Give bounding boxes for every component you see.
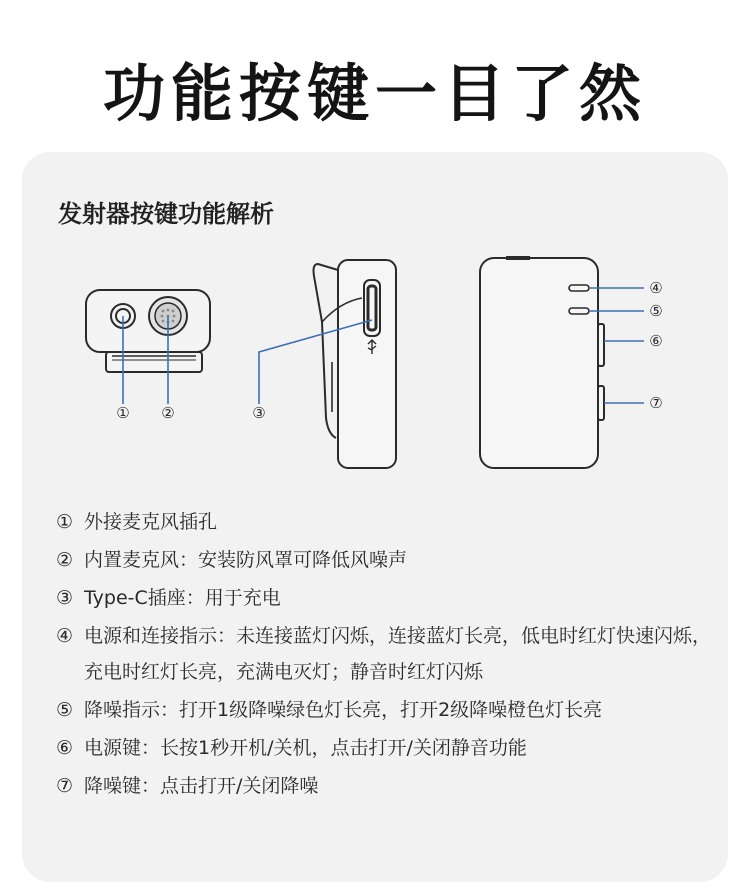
callout-4: ④: [649, 279, 663, 297]
item-text: 降噪键：点击打开/关闭降噪: [84, 775, 319, 797]
panel-title: 发射器按键功能解析: [58, 200, 274, 228]
item-text: 降噪指示：打开1级降噪绿色灯长亮，打开2级降噪橙色灯长亮: [84, 699, 603, 721]
item-text: 电源和连接指示：未连接蓝灯闪烁，连接蓝灯长亮，低电时红灯快速闪烁，充电时红灯长亮，充满电灭灯；静音时红灯闪烁: [84, 625, 712, 683]
item-text: Type-C插座：用于充电: [84, 587, 281, 609]
list-item: [56, 692, 716, 728]
list-item: [56, 768, 716, 804]
feature-panel: [22, 152, 728, 882]
side-view-device: [314, 260, 397, 468]
callout-3: ③: [252, 404, 266, 422]
list-item: [56, 580, 716, 616]
item-number: ②: [56, 549, 74, 571]
item-number: ⑦: [56, 775, 74, 797]
item-number: ⑤: [56, 699, 74, 721]
item-text: 电源键：长按1秒开机/关机，点击打开/关闭静音功能: [84, 737, 527, 759]
list-item: [56, 618, 716, 690]
front-view-device: [480, 258, 604, 468]
list-item: [56, 730, 716, 766]
item-number: ⑥: [56, 737, 74, 759]
item-number: ①: [56, 511, 74, 533]
transmitter-diagram: [22, 152, 728, 492]
function-description-list: [56, 504, 716, 806]
item-number: ③: [56, 587, 74, 609]
list-item: [56, 504, 716, 540]
callout-7: ⑦: [649, 394, 663, 412]
item-number: ④: [56, 625, 74, 647]
callout-2: ②: [161, 404, 175, 422]
usb-c-port-icon: [364, 280, 380, 336]
list-item: [56, 542, 716, 578]
page-title: 功能按键一目了然: [102, 57, 647, 130]
callout-5: ⑤: [649, 302, 663, 320]
callout-1: ①: [116, 404, 130, 422]
top-view-device: [86, 290, 210, 372]
item-text: 外接麦克风插孔: [84, 511, 218, 533]
callout-6: ⑥: [649, 332, 663, 350]
item-text: 内置麦克风：安装防风罩可降低风噪声: [84, 549, 408, 571]
